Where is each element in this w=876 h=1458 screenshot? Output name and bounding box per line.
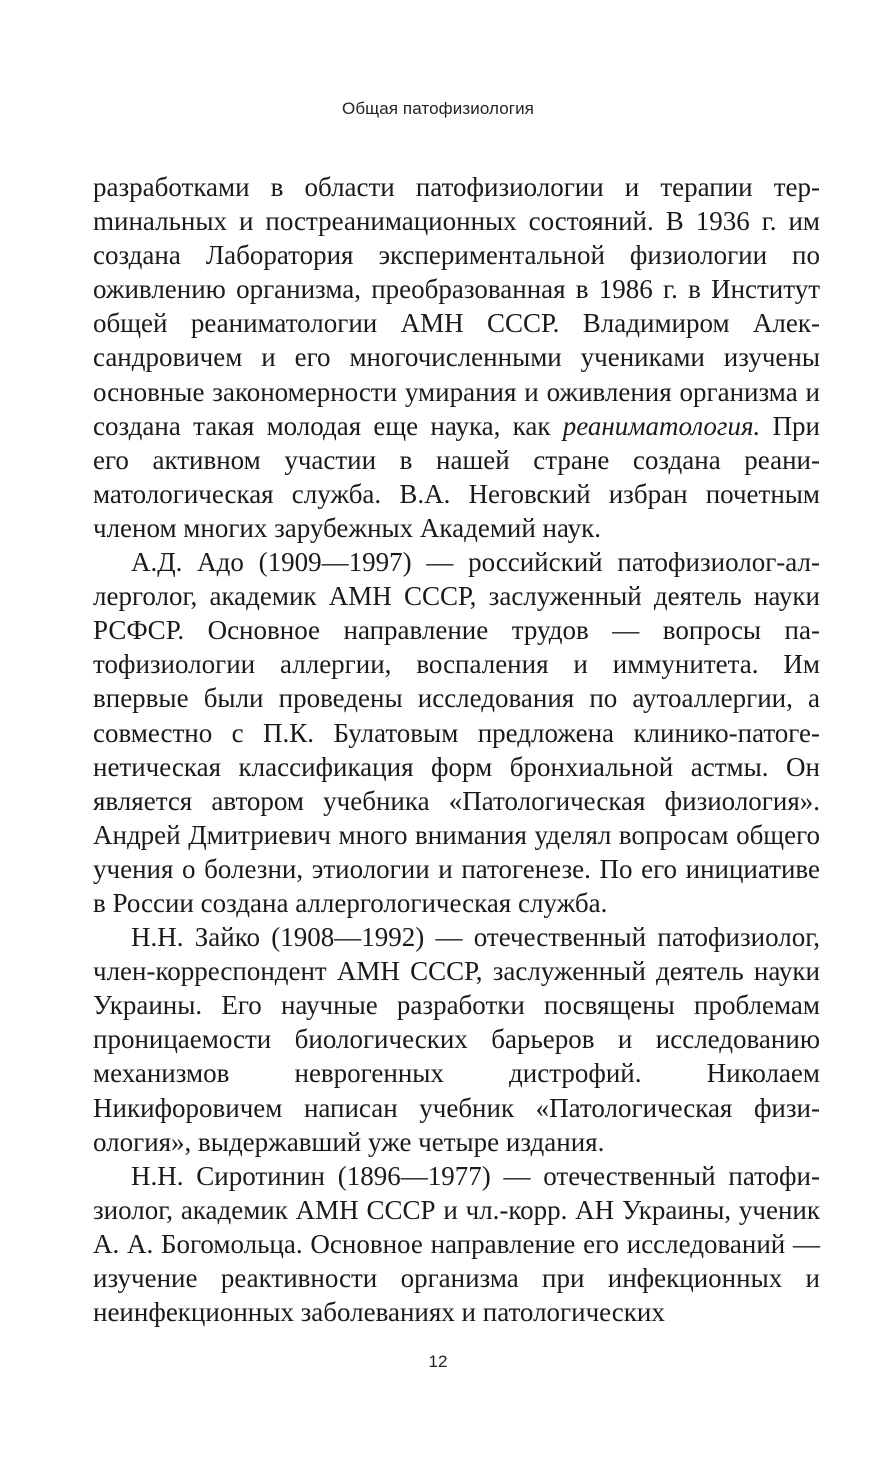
- paragraph-sirotinin: Н.Н. Сиротинин (1896—1977) — отечественный патофизиолог, академик АМН СССР и чл.-корр. АН Украины, ученик А. А. Богомольца. Основное направление его исследований — изучение реактивности организма при инфекционных и неинфекционных заболеваниях и патологических: [93, 1160, 820, 1328]
- paragraph-ado: А.Д. Адо (1909—1997) — российский патофизиолог-аллерголог, академик АМН СССР, заслуженный деятель науки РСФСР. Основное направление трудов — вопросы патофизиологии аллергии, воспаления и иммунитета. Им впервые были проведены исследования по аутоаллергии, а совместно с П.К. Булатовым предложена клинико-патогенетическая классификация форм бронхиальной астмы. Он является автором учебника «Патологическая физиология». Андрей Дмитриевич много внимания уделял вопросам общего учения о болезни, этиологии и патогенезе. По его инициативе в России создана аллергологическая служба.: [93, 547, 820, 918]
- paragraph-text-tail: При его активном участии в нашей стране создана реаниматологическая служба. В.А. Неговский избран почетным членом многих зарубежных Академий наук.: [93, 410, 820, 543]
- body-text: [93, 170, 820, 1329]
- emphasized-term: реаниматология.: [562, 410, 761, 441]
- paragraph-text: разработками в области патофизиологии и терапии терmинальных и постреанимационных состояний. В 1936 г. им создана Лаборатория экспериментальной физиологии по оживлению организма, преобразованная в 1986 г. в Институт общей реаниматологии АМН СССР. Владимиром Александровичем и его многочисленными учениками изучены основные закономерности умирания и оживления организма и создана такая молодая еще наука, как: [93, 172, 820, 441]
- page-number: 12: [428, 1352, 448, 1371]
- paragraph-zaiko: Н.Н. Зайко (1908—1992) — отечественный патофизиолог, член-корреспондент АМН СССР, заслуженный деятель науки Украины. Его научные разработки посвящены проблемам проницаемости биологических барьеров и исследованию механизмов неврогенных дистрофий. Николаем Никифоровичем написан учебник «Патологическая физиология», выдержавший уже четыре издания.: [93, 922, 820, 1157]
- paragraph-negovsky-continued: [93, 170, 820, 545]
- running-header: Общая патофизиология: [342, 99, 534, 118]
